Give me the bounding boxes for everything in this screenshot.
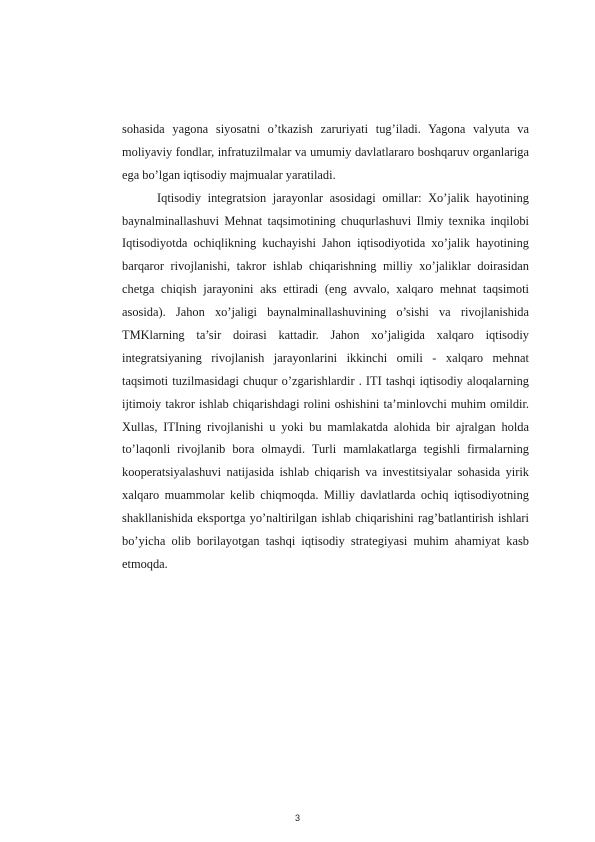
text-line: TMKlarning ta’sir doirasi kattadir. Jahon xo’jaligida xalqaro iqtisodiy <box>122 328 529 343</box>
text-line: integratsiyaning rivojlanish jarayonlarini ikkinchi omili - xalqaro mehnat <box>122 350 529 365</box>
text-line: barqaror rivojlanishi, takror ishlab chiqarishning milliy xo’jaliklar doirasidan <box>122 259 529 274</box>
text-line: kooperatsiyalashuvi natijasida ishlab chiqarish va investitsiyalar sohasida yirik <box>122 465 529 480</box>
text-line: Iqtisodiyotda ochiqlikning kuchayishi Jahon iqtisodiyotida xo’jalik hayotining <box>122 236 529 251</box>
text-line: ijtimoiy takror ishlab chiqarishdagi rolini oshishini ta’minlovchi muhim omildir. <box>122 396 529 411</box>
text-line: asosida). Jahon xo’jaligi baynalminallashuvining o’sishi va rivojlanishida <box>122 305 529 320</box>
text-line: bo’yicha olib borilayotgan tashqi iqtisodiy strategiyasi muhim ahamiyat kasb <box>122 534 529 549</box>
text-line: shakllanishida eksportga yo’naltirilgan ishlab chiqarishini rag’batlantirish ishlari <box>122 511 529 526</box>
text-line: to’laqonli rivojlanib bora olmaydi. Turli mamlakatlarga tegishli firmalarning <box>122 442 529 457</box>
text-line: Xullas, ITIning rivojlanishi u yoki bu mamlakatda alohida bir ajralgan holda <box>122 419 529 434</box>
text-line: chetga chiqish jarayonini aks ettiradi (eng avvalo, xalqaro mehnat taqsimoti <box>122 282 529 297</box>
text-line: taqsimoti tuzilmasidagi chuqur o’zgarishlardir . ITI tashqi iqtisodiy aloqalarning <box>122 373 529 388</box>
text-line: ega bo’lgan iqtisodiy majmualar yaratiladi. <box>122 167 336 182</box>
text-line: xalqaro muammolar kelib chiqmoqda. Milliy davlatlarda ochiq iqtisodiyotning <box>122 488 529 503</box>
page-number: 3 <box>294 813 300 823</box>
body-text <box>122 118 529 576</box>
text-line: sohasida yagona siyosatni o’tkazish zaruriyati tug’iladi. Yagona valyuta va <box>122 122 529 136</box>
text-line: etmoqda. <box>122 556 168 571</box>
text-line: Iqtisodiy integratsion jarayonlar asosidagi omillar: Xo’jalik hayotining <box>157 190 529 205</box>
text-line: baynalminallashuvi Mehnat taqsimotining chuqurlashuvi Ilmiy texnika inqilobi <box>122 213 529 228</box>
text-line: moliyaviy fondlar, infratuzilmalar va umumiy davlatlararo boshqaruv organlariga <box>122 144 529 159</box>
